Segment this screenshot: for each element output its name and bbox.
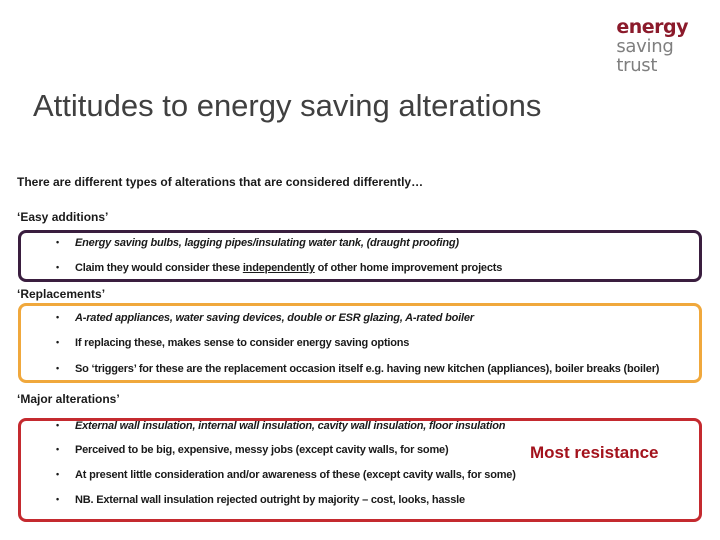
easy-item-2-after: of other home improvement projects (314, 262, 503, 274)
slide-title: Attitudes to energy saving alterations (33, 88, 542, 123)
easy-item-2-text (75, 262, 502, 274)
logo-line-energy: energy (616, 16, 688, 38)
bullet: • (56, 420, 59, 430)
intro-text: There are different types of alterations that are considered differently… (17, 175, 424, 189)
replacements-item-1-text: A-rated appliances, water saving devices, double or ESR glazing, A-rated boiler (75, 312, 474, 324)
logo-line-trust: trust (616, 55, 658, 76)
most-resistance-callout: Most resistance (530, 443, 659, 462)
bullet: • (56, 237, 59, 247)
major-item-4-text: NB. External wall insulation rejected outright by majority – cost, looks, hassle (75, 494, 465, 506)
major-alterations-heading: ‘Major alterations’ (17, 392, 120, 406)
easy-item-1-text: Energy saving bulbs, lagging pipes/insulating water tank, (draught proofing) (75, 237, 459, 249)
major-item-1-text: External wall insulation, internal wall insulation, cavity wall insulation, floor insulation (75, 420, 506, 432)
bullet: • (56, 337, 59, 347)
bullet: • (56, 469, 59, 479)
bullet: • (56, 444, 59, 454)
easy-additions-heading: ‘Easy additions’ (17, 210, 109, 224)
replacements-heading: ‘Replacements’ (17, 287, 106, 301)
logo-line-saving: saving (616, 36, 674, 57)
easy-item-2-before: Claim they would consider these (75, 262, 243, 274)
major-item-3-text: At present little consideration and/or awareness of these (except cavity walls, for some) (75, 469, 516, 481)
bullet: • (56, 363, 59, 373)
bullet: • (56, 312, 59, 322)
bullet: • (56, 262, 59, 272)
bullet: • (56, 494, 59, 504)
replacements-item-3-text: So ‘triggers’ for these are the replacement occasion itself e.g. having new kitchen (appliances), boiler breaks (boiler) (75, 363, 660, 375)
energy-saving-trust-logo (616, 18, 688, 75)
replacements-item-2-text: If replacing these, makes sense to consider energy saving options (75, 337, 410, 349)
easy-item-2-underlined: independently (242, 262, 315, 274)
major-item-2-text: Perceived to be big, expensive, messy jobs (except cavity walls, for some) (75, 444, 449, 456)
